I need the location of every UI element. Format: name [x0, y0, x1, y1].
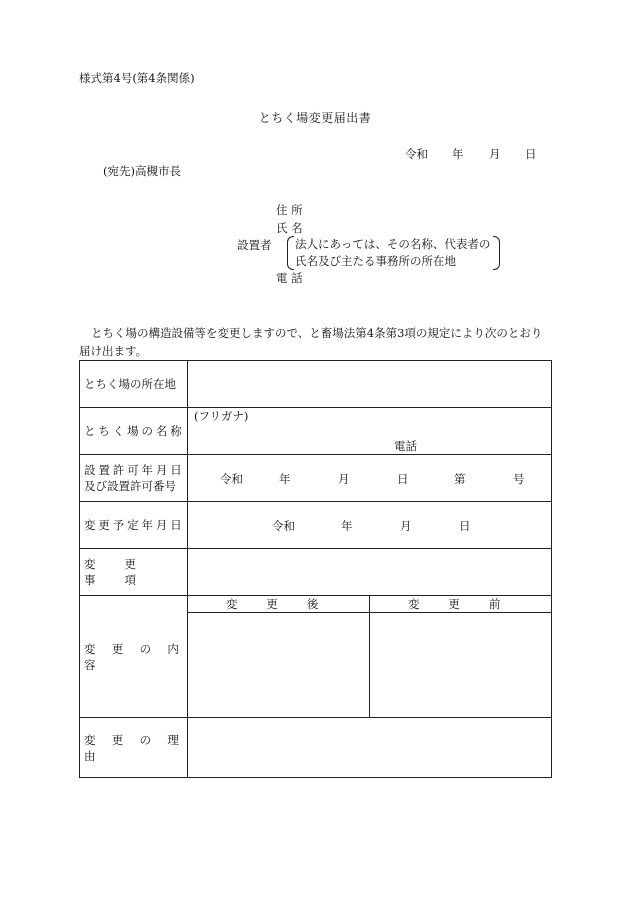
- location-label: とちく場の所在地: [80, 361, 188, 408]
- permit-label: [80, 455, 188, 502]
- address-label: 住 所: [276, 203, 303, 217]
- date-day: 日: [525, 147, 537, 161]
- date-year: 年: [452, 147, 464, 161]
- planned-date-label: 変更予定年月日: [80, 502, 188, 549]
- corporate-note-line2: 氏名及び主たる事務所の所在地: [295, 254, 456, 268]
- facility-name-field[interactable]: [188, 408, 552, 455]
- corporate-note-line1: 法人にあっては、その名称、代表者の: [295, 237, 491, 251]
- planned-date-field[interactable]: [188, 502, 552, 549]
- permit-field[interactable]: [188, 455, 552, 502]
- addressee: (宛先)高槻市長: [103, 164, 181, 178]
- facility-phone-label: 電話: [394, 439, 417, 453]
- phone-label: 電 話: [276, 271, 303, 285]
- table-row: [80, 502, 552, 549]
- change-reason-field[interactable]: [188, 718, 552, 778]
- table-row: [80, 408, 552, 455]
- document-title: とちく場変更届出書: [258, 111, 372, 125]
- permit-label-line1: 設置許可年月日: [84, 463, 185, 477]
- statement: とちく場の構造設備等を変更しますので、と畜場法第4条第3項の規定により次のとおり届け出ます。: [79, 326, 543, 358]
- table-row: [80, 718, 552, 778]
- permit-label-line2: 及び設置許可番号: [84, 479, 176, 493]
- location-field[interactable]: [188, 361, 552, 408]
- name-label: 氏 名: [276, 221, 303, 235]
- permit-era: 令和: [220, 472, 243, 486]
- before-header: 変 更 前: [370, 596, 551, 613]
- after-header: 変 更 後: [188, 596, 369, 613]
- facility-name-label: とちく場の名称: [80, 408, 188, 455]
- planned-year: 年: [341, 519, 353, 533]
- corporate-note: [287, 236, 500, 270]
- change-content-label: 変 更 の 内 容: [80, 596, 188, 718]
- permit-no: 第: [454, 472, 466, 486]
- furigana-label: (フリガナ): [194, 409, 249, 423]
- change-matters-label: 変 更 事 項: [80, 549, 188, 596]
- permit-month: 月: [338, 472, 350, 486]
- form-number: 様式第4号(第4条関係): [79, 71, 195, 85]
- permit-day: 日: [397, 472, 409, 486]
- date-era: 令和: [405, 147, 428, 161]
- permit-year: 年: [279, 472, 291, 486]
- permit-go: 号: [513, 472, 525, 486]
- planned-era: 令和: [272, 519, 295, 533]
- planned-day: 日: [459, 519, 471, 533]
- after-column[interactable]: [188, 596, 370, 717]
- before-column[interactable]: [370, 596, 551, 717]
- table-row: [80, 549, 552, 596]
- change-reason-label: 変 更 の 理 由: [80, 718, 188, 778]
- change-matters-field[interactable]: [188, 549, 552, 596]
- notification-table: [79, 360, 552, 778]
- table-row: [80, 596, 552, 718]
- table-row: [80, 455, 552, 502]
- table-row: [80, 361, 552, 408]
- submission-date: [405, 146, 537, 162]
- change-content-field: [188, 596, 552, 718]
- role-label: 設置者: [237, 238, 272, 252]
- planned-month: 月: [400, 519, 412, 533]
- date-month: 月: [489, 147, 501, 161]
